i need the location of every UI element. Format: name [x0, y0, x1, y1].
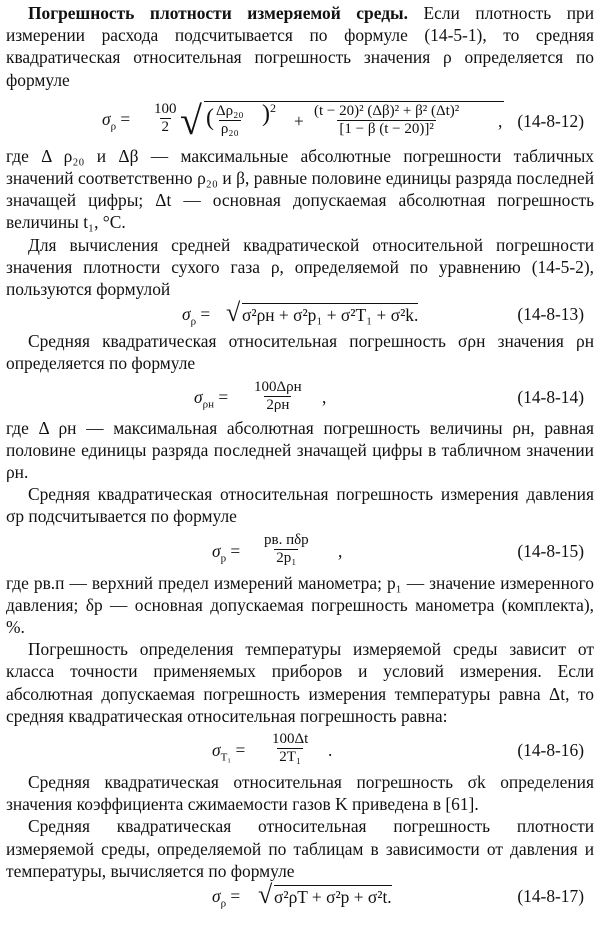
formula-14-8-13: $\sigma_\rho$ = √ σ²ρн + σ²p₁ + σ²T₁ + σ²k. (14-8-13) [182, 298, 584, 328]
formula-14-8-12: $\sigma_\rho$ = $\frac{100}{2}$ √ ( $\frac{\text{Δρ₂₀}}{\text{ρ₂₀}}$ )$^2$ + $\frac{\text{(t − 20)² (Δβ)² + β² (Δt)²}}{\text{[1 − β (t − 20)]²}}$ , (14-8-12) [102, 97, 584, 143]
formula-number: (14-8-15) [517, 540, 584, 561]
formula-fraction: 100Δρн 2ρн [254, 378, 302, 413]
sqrt-sign: √ [180, 97, 202, 143]
paragraph-9: Средняя квадратическая относительная погрешность σk определения значения коэффициента сжимаемости газов K приведена в [61]. [6, 772, 594, 815]
paragraph-10: Средняя квадратическая относительная погрешность плотности измеряемой среды, определяемой по таблицам в зависимости от давления и температуры, вычисляется по формуле [6, 816, 594, 881]
formula-number: (14-8-16) [517, 740, 584, 761]
formula-number: (14-8-17) [517, 886, 584, 907]
formula-number: (14-8-14) [517, 386, 584, 407]
formula-fraction: pв. пδp 2p₁ [264, 531, 309, 566]
formula-14-8-14: $\sigma_{\rho н}$ = 100Δρн 2ρн , (14-8-14) [194, 378, 584, 413]
paragraph-1-text: Если плотность при измерении расхода подсчитывается по формуле (14-5-1), то средняя квадратическая относительная погрешность значения ρ определяется по формуле [6, 3, 595, 90]
paragraph-5: где Δ ρн — максимальная абсолютная погрешность величины ρн, равная половине единицы разряда последней значащей цифры в табличном значении ρн. [6, 417, 594, 483]
formula-14-8-16: $\sigma_{T_1}$ = $\frac{100\Delta t}{\text{2T₁}}$ . (14-8-16) [212, 731, 584, 766]
term2-fraction: $\frac{\text{(t − 20)² (Δβ)² + β² (Δt)²}}{\text{[1 − β (t − 20)]²}}$ [314, 102, 460, 137]
formula-fraction: $\frac{100\Delta t}{\text{2T₁}}$ [272, 731, 309, 766]
formula-14-8-15: $\sigma_p$ = pв. пδp 2p₁ , (14-8-15) [212, 531, 584, 566]
formula-rhs: σ²ρн + σ²p₁ + σ²T₁ + σ²k. [242, 305, 419, 326]
paragraph-1 [6, 2, 594, 91]
paragraph-3: Для вычисления средней квадратической относительной погрешности значения плотности сухого газа ρ, определяемой по уравнению (14-5-2), пользуются формулой [6, 234, 594, 300]
paragraph-8: Погрешность определения температуры измеряемой среды зависит от класса точности применяемых приборов и условий измерения. Если абсолютная допускаемая погрешность измерения температуры равна Δt, то средняя квадратическая относительная погрешность равна: [6, 639, 594, 726]
coef-fraction: $\frac{100}{2}$ [154, 100, 177, 135]
paragraph-2: где Δ ρ₂₀ и Δβ — максимальные абсолютные погрешности табличных значений соответственно ρ₂₀ и β, равные половине единицы разряда последней значащей цифры; Δt — основная допускаемая абсолютная погрешность величины t₁, °C. [6, 145, 594, 233]
term1-fraction: $\frac{\text{Δρ₂₀}}{\text{ρ₂₀}}$ [216, 102, 244, 137]
formula-14-8-17: $\sigma_\rho$ = √ σ²ρT + σ²p + σ²t. (14-8-17) [212, 880, 584, 910]
sqrt-sign: √ [258, 880, 273, 910]
section-heading: Погрешность плотности измеряемой среды. [28, 3, 408, 23]
formula-rhs: σ²ρT + σ²p + σ²t. [274, 887, 392, 908]
sqrt-sign: √ [226, 298, 241, 328]
formula-lhs-sub: ρ [110, 120, 117, 133]
formula-lhs: σ [102, 108, 111, 129]
paragraph-6: Средняя квадратическая относительная погрешность измерения давления σp подсчитывается по формуле [6, 484, 594, 527]
paragraph-4: Средняя квадратическая относительная погрешность σρн значения ρн определяется по формуле [6, 331, 594, 374]
formula-number: (14-8-13) [517, 304, 584, 325]
paragraph-7: где pв.п — верхний предел измерений манометра; p₁ — значение измеренного давления; δp — основная допускаемая погрешность манометра (комплекта), %. [6, 572, 594, 638]
formula-number: (14-8-12) [517, 110, 584, 131]
